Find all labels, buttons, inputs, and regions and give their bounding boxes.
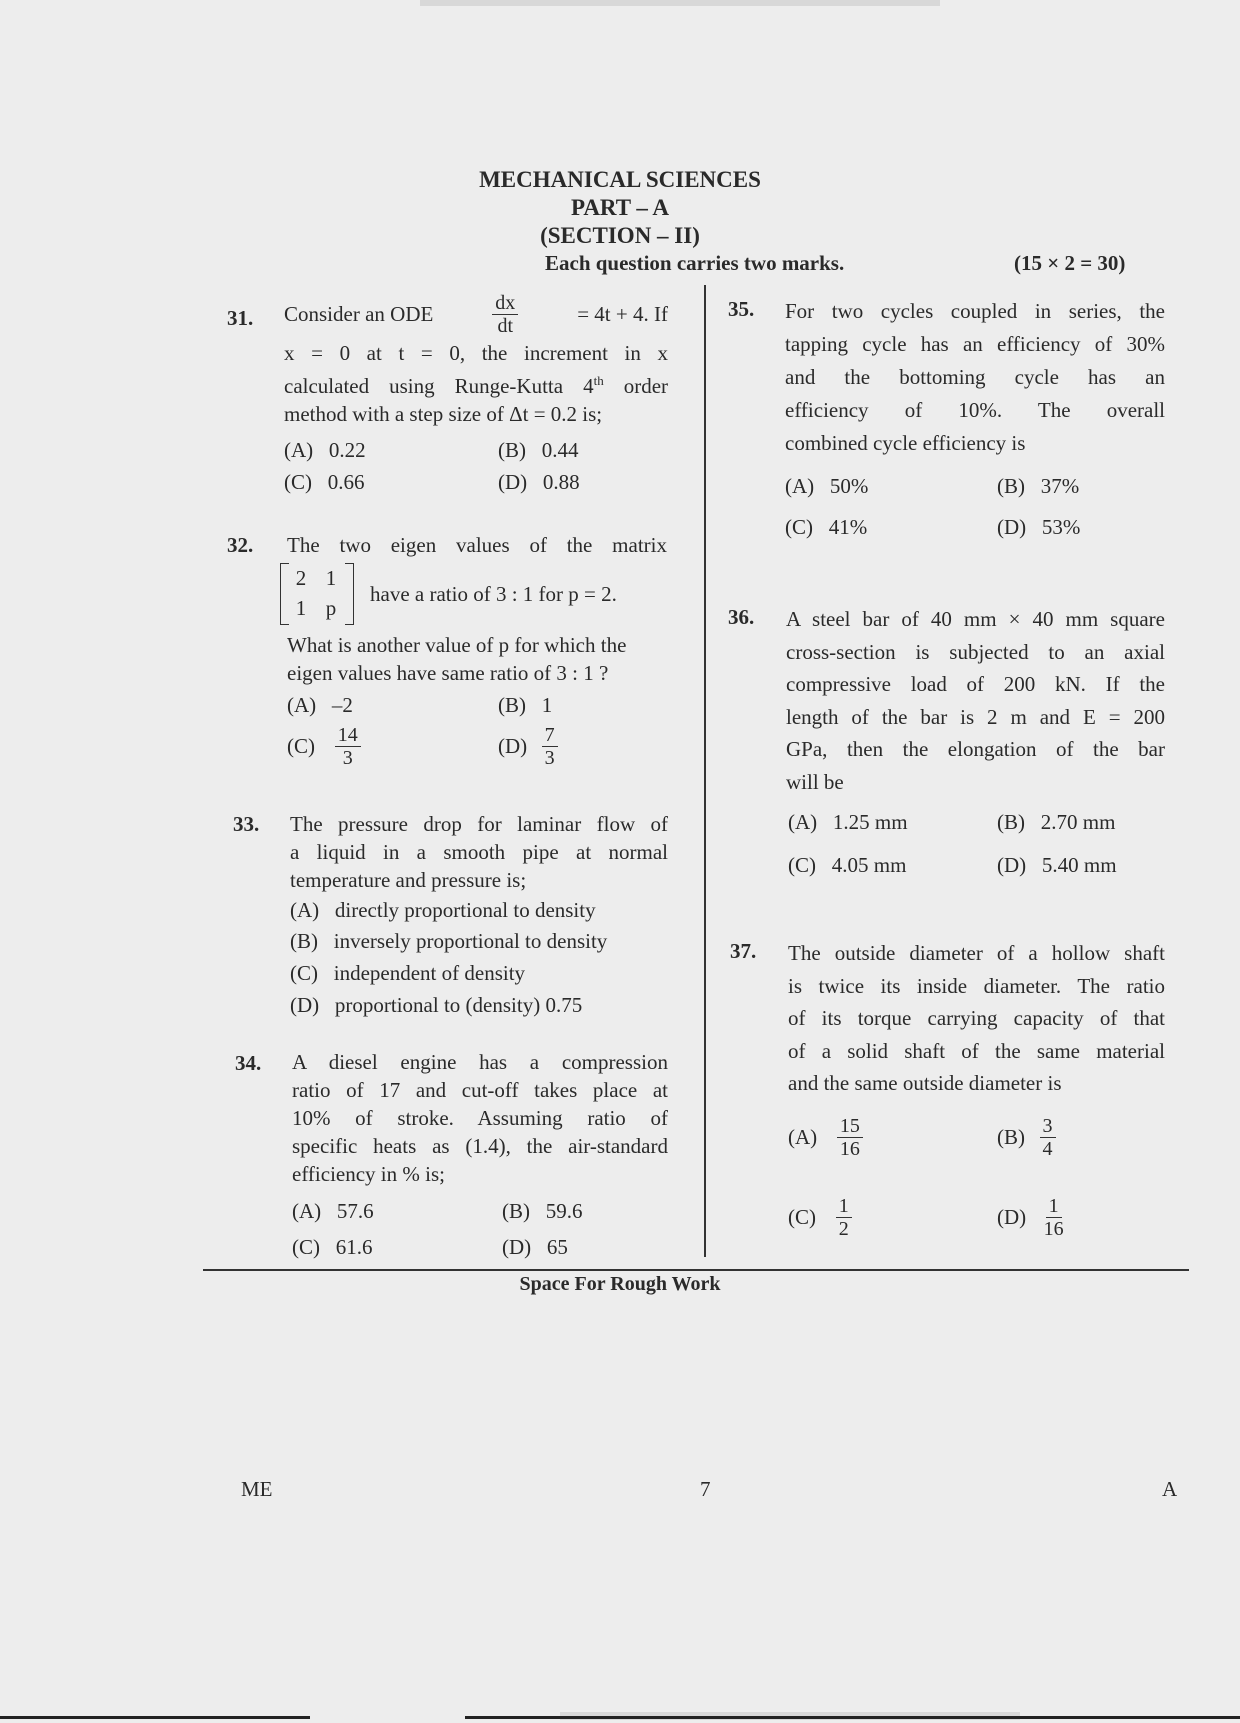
- q34-option-d[interactable]: (D) 65: [502, 1235, 568, 1259]
- q33-option-d[interactable]: (D) proportional to (density) 0.75: [290, 993, 583, 1017]
- q37-option-a-fraction: $\frac{15}{16}$: [837, 1115, 863, 1160]
- question-number: 36.: [728, 605, 755, 629]
- q33-option-a[interactable]: (A) directly proportional to density: [290, 898, 596, 922]
- matrix-cell: 2: [295, 565, 307, 590]
- q32-line4: eigen values have same ratio of 3 : 1 ?: [287, 661, 609, 685]
- scan-smudge-top: [420, 0, 940, 6]
- q34-option-b[interactable]: (B) 59.6: [502, 1199, 583, 1223]
- q31-option-a[interactable]: (A) 0.22: [284, 438, 366, 462]
- q31-option-d[interactable]: (D) 0.88: [498, 470, 580, 494]
- question-number: 32.: [227, 533, 254, 557]
- section-title: (SECTION – II): [540, 223, 700, 248]
- q32-line1: The two eigen values of the matrix: [287, 533, 667, 557]
- marks-total: (15 × 2 = 30): [1014, 251, 1126, 275]
- q34-option-a[interactable]: (A) 57.6: [292, 1199, 374, 1223]
- part-title: PART – A: [570, 195, 670, 220]
- matrix-cell: 1: [325, 565, 337, 590]
- marks-instruction: Each question carries two marks.: [545, 251, 845, 275]
- q35-option-d[interactable]: (D) 53%: [997, 515, 1081, 539]
- q35-option-c[interactable]: (C) 41%: [785, 515, 868, 539]
- q36-option-c[interactable]: (C) 4.05 mm: [788, 853, 907, 877]
- scan-edge-line-right: [465, 1716, 1240, 1719]
- q32-option-a[interactable]: (A) –2: [287, 693, 353, 717]
- q36-option-b[interactable]: (B) 2.70 mm: [997, 810, 1116, 834]
- q36-option-d[interactable]: (D) 5.40 mm: [997, 853, 1117, 877]
- q37-option-a[interactable]: (A) $\frac{15}{16}$: [788, 1115, 867, 1160]
- q32-option-d[interactable]: (D) $\frac{7}{3}$: [498, 724, 562, 769]
- q31-fraction-den: dt: [497, 314, 514, 337]
- q37-option-c-fraction: $\frac{1}{2}$: [836, 1195, 852, 1240]
- question-33: The pressure drop for laminar flow of a liquid in a smooth pipe at normal temperature and pressure is;: [290, 812, 668, 892]
- question-36: A steel bar of 40 mm × 40 mm square cross-section is subjected to an axial compressive load of 200 kN. If the length of the bar is 2 m and E = 200 GPa, then the elongation of the bar will be: [786, 607, 1165, 794]
- column-divider: [704, 285, 706, 1257]
- question-number: 35.: [728, 297, 755, 321]
- question-number: 33.: [233, 812, 260, 836]
- q37-option-d-fraction: $\frac{1}{16}$: [1043, 1195, 1064, 1240]
- q35-option-b[interactable]: (B) 37%: [997, 474, 1080, 498]
- q31-option-b[interactable]: (B) 0.44: [498, 438, 579, 462]
- page-number: 7: [700, 1477, 711, 1501]
- q31-text-post: = 4t + 4. If: [577, 302, 668, 326]
- q37-option-b[interactable]: (B) $\frac{3}{4}$: [997, 1115, 1060, 1160]
- q31-line4: method with a step size of Δt = 0.2 is;: [284, 402, 603, 426]
- matrix-right-bracket: [345, 563, 354, 625]
- question-number: 31.: [227, 306, 254, 330]
- q35-option-a[interactable]: (A) 50%: [785, 474, 869, 498]
- matrix-cell: p: [325, 595, 337, 620]
- q33-option-b[interactable]: (B) inversely proportional to density: [290, 929, 608, 953]
- q32-option-c[interactable]: (C) $\frac{14}{3}$: [287, 724, 365, 769]
- matrix-left-bracket: [280, 563, 289, 625]
- q37-option-d[interactable]: (D) $\frac{1}{16}$: [997, 1195, 1071, 1240]
- q32-option-b[interactable]: (B) 1: [498, 693, 553, 717]
- q34-option-c[interactable]: (C) 61.6: [292, 1235, 373, 1259]
- q33-option-c[interactable]: (C) independent of density: [290, 961, 526, 985]
- matrix-cell: 1: [295, 595, 307, 620]
- question-31: [284, 290, 668, 428]
- question-number: 37.: [730, 939, 757, 963]
- question-35: For two cycles coupled in series, the tapping cycle has an efficiency of 30% and the bottoming cycle has an efficiency of 10%. The overall combined cycle efficiency is: [785, 299, 1165, 455]
- footer-booklet-series: A: [1162, 1477, 1178, 1501]
- subject-title: MECHANICAL SCIENCES: [479, 167, 761, 192]
- question-number: 34.: [235, 1051, 262, 1075]
- q32-line3: What is another value of p for which the: [287, 633, 627, 657]
- q37-option-b-fraction: $\frac{3}{4}$: [1040, 1115, 1056, 1160]
- footer-subject-code: ME: [241, 1477, 273, 1501]
- q31-line2: x = 0 at t = 0, the increment in x: [284, 341, 668, 365]
- q36-option-a[interactable]: (A) 1.25 mm: [788, 810, 908, 834]
- q31-text-pre: Consider an ODE: [284, 302, 434, 326]
- q32-option-d-fraction: $\frac{7}{3}$: [542, 724, 558, 769]
- q31-fraction-num: dx: [492, 292, 518, 315]
- q32-matrix: [280, 563, 354, 625]
- q31-option-c[interactable]: (C) 0.66: [284, 470, 365, 494]
- rough-work-label: Space For Rough Work: [519, 1273, 721, 1295]
- q31-line3: calculated using Runge-Kutta 4th order: [284, 373, 669, 398]
- scan-edge-line-left: [0, 1716, 310, 1719]
- q37-option-c[interactable]: (C) $\frac{1}{2}$: [788, 1195, 856, 1240]
- question-34: A diesel engine has a compression ratio of 17 and cut-off takes place at 10% of stroke. Assuming ratio of specific heats as (1.4), the air-standard efficiency in % is;: [292, 1050, 668, 1186]
- q32-after-matrix: have a ratio of 3 : 1 for p = 2.: [370, 582, 617, 606]
- rough-work-divider: [203, 1269, 1189, 1271]
- question-37: The outside diameter of a hollow shaft is twice its inside diameter. The ratio of its torque carrying capacity of that of a solid shaft of the same material and the same outside diameter is: [788, 941, 1165, 1095]
- q32-option-c-fraction: $\frac{14}{3}$: [335, 724, 361, 769]
- q31-fraction: [492, 292, 518, 337]
